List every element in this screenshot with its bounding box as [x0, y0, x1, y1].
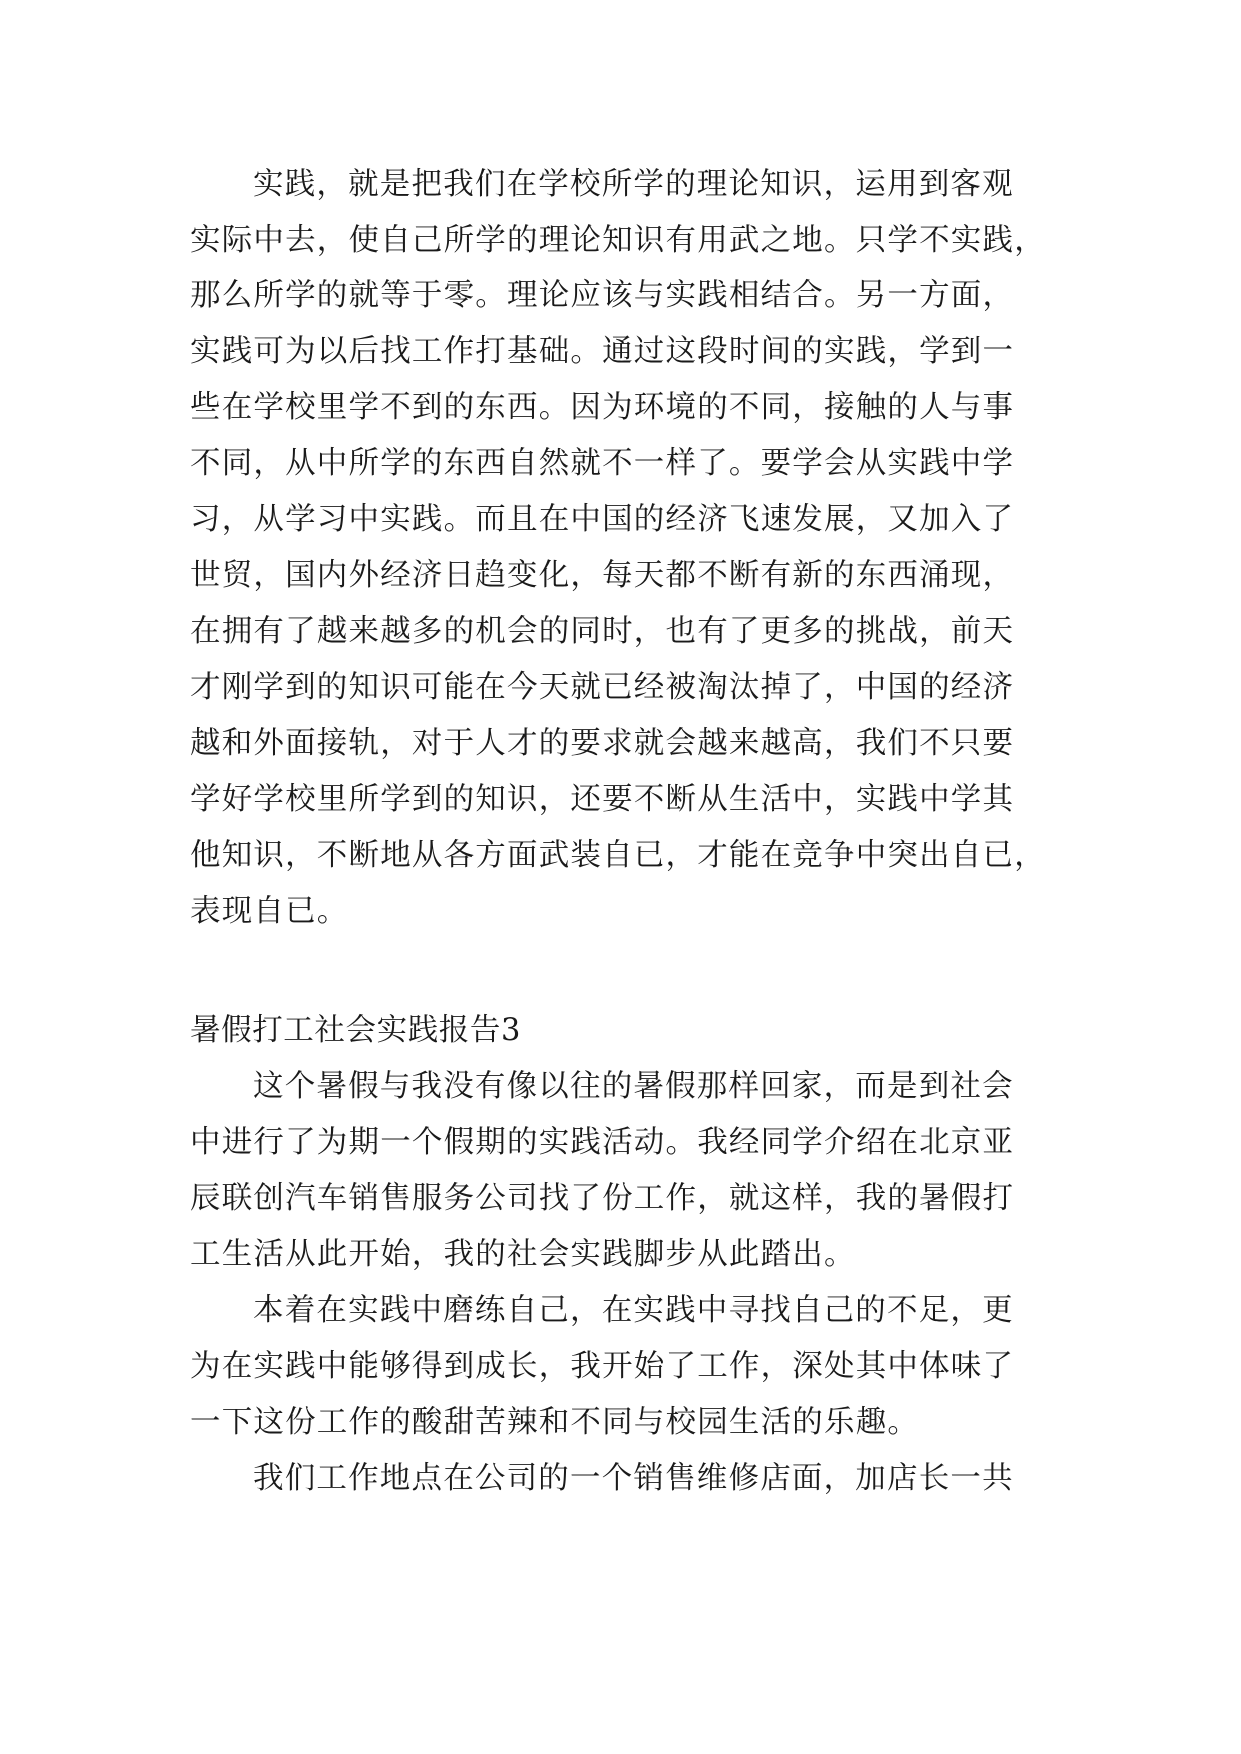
paragraph1-line5: 些在学校里学不到的东西。因为环境的不同，接触的人与事	[190, 390, 1015, 425]
paragraph1-line12: 学好学校里所学到的知识，还要不断从生活中，实践中学其	[190, 782, 1015, 817]
paragraph1-line1: 实践，就是把我们在学校所学的理论知识，运用到客观	[253, 167, 1014, 202]
paragraph1-line7: 习，从学习中实践。而且在中国的经济飞速发展，又加入了	[190, 502, 1015, 537]
paragraph1-line14: 表现自已。	[190, 894, 349, 929]
paragraph1-line8: 世贸，国内外经济日趋变化，每天都不断有新的东西涌现，	[190, 558, 1015, 593]
section-heading: 暑假打工社会实践报告3	[190, 1013, 522, 1048]
paragraph1-line11: 越和外面接轨，对于人才的要求就会越来越高，我们不只要	[190, 726, 1015, 761]
paragraph2-line4: 工生活从此开始，我的社会实践脚步从此踏出。	[190, 1237, 856, 1272]
paragraph1-line2: 实际中去，使自己所学的理论知识有用武之地。只学不实践，	[190, 223, 1046, 258]
paragraph2-line3: 辰联创汽车销售服务公司找了份工作，就这样，我的暑假打	[190, 1181, 1015, 1216]
paragraph2-line1: 这个暑假与我没有像以往的暑假那样回家，而是到社会	[253, 1069, 1014, 1104]
paragraph4-line1: 我们工作地点在公司的一个销售维修店面，加店长一共	[253, 1461, 1014, 1496]
paragraph1-line3: 那么所学的就等于零。理论应该与实践相结合。另一方面，	[190, 278, 1015, 313]
paragraph1-line13: 他知识，不断地从各方面武装自已，才能在竞争中突出自已，	[190, 838, 1046, 873]
paragraph3-line3: 一下这份工作的酸甜苦辣和不同与校园生活的乐趣。	[190, 1405, 920, 1440]
paragraph3-line1: 本着在实践中磨练自己，在实践中寻找自己的不足，更	[253, 1293, 1014, 1328]
paragraph1-line4: 实践可为以后找工作打基础。通过这段时间的实践，学到一	[190, 334, 1015, 369]
paragraph2-line2: 中进行了为期一个假期的实践活动。我经同学介绍在北京亚	[190, 1125, 1015, 1160]
paragraph3-line2: 为在实践中能够得到成长，我开始了工作，深处其中体味了	[190, 1349, 1015, 1384]
paragraph1-line9: 在拥有了越来越多的机会的同时，也有了更多的挑战，前天	[190, 614, 1015, 649]
paragraph1-line10: 才刚学到的知识可能在今天就已经被淘汰掉了，中国的经济	[190, 670, 1015, 705]
paragraph1-line6: 不同，从中所学的东西自然就不一样了。要学会从实践中学	[190, 446, 1015, 481]
